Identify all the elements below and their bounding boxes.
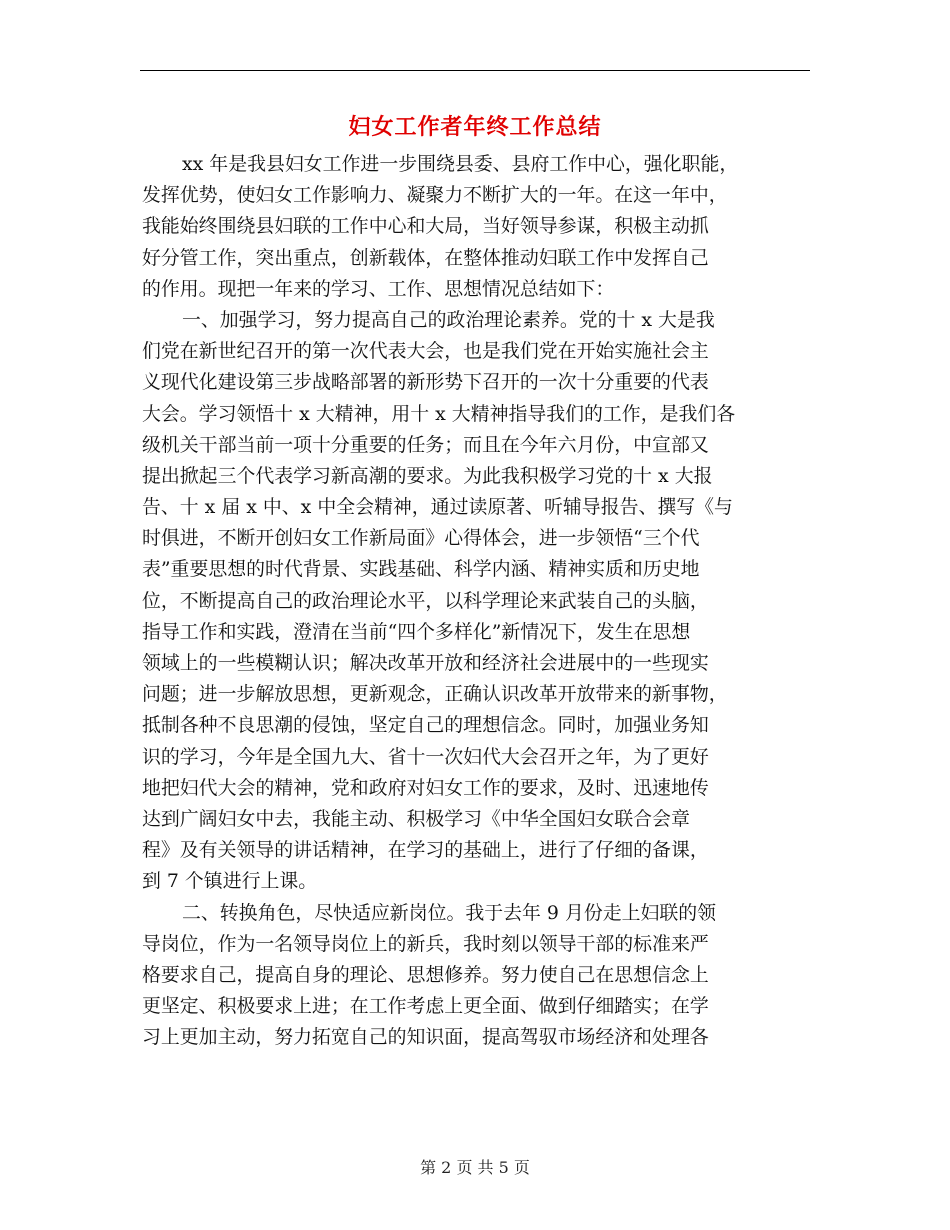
text-line: 问题；进一步解放思想，更新观念，正确认识改革开放带来的新事物， [142, 683, 728, 706]
text-line: 一、加强学习，努力提高自己的政治理论素养。党的十 x 大是我 [182, 308, 715, 331]
text-line: 级机关干部当前一项十分重要的任务；而且在今年六月份，中宣部又 [142, 433, 709, 456]
text-line: 导岗位，作为一名领导岗位上的新兵，我时刻以领导干部的标准来严 [142, 932, 709, 955]
text-line: 更坚定、积极要求上进；在工作考虑上更全面、做到仔细踏实；在学 [142, 995, 709, 1018]
text-line: 到 7 个镇进行上课。 [142, 870, 318, 893]
text-line: xx 年是我县妇女工作进一步围绕县委、县府工作中心，强化职能， [182, 153, 739, 175]
text-line: 大会。学习领悟十 x 大精神，用十 x 大精神指导我们的工作，是我们各 [142, 402, 736, 425]
text-line: 识的学习，今年是全国九大、省十一次妇代大会召开之年，为了更好 [142, 745, 709, 768]
text-line: 习上更加主动，努力拓宽自己的知识面，提高驾驭市场经济和处理各 [142, 1026, 709, 1049]
text-line: 们党在新世纪召开的第一次代表大会，也是我们党在开始实施社会主 [142, 340, 709, 363]
text-line: 指导工作和实践，澄清在当前“四个多样化”新情况下，发生在思想 [142, 620, 691, 643]
text-line: 提出掀起三个代表学习新高潮的要求。为此我积极学习党的十 x 大报 [142, 464, 713, 487]
document-body [142, 149, 814, 1053]
text-line: 我能始终围绕县妇联的工作中心和大局，当好领导参谋，积极主动抓 [142, 215, 709, 238]
text-line: 的作用。现把一年来的学习、工作、思想情况总结如下： [142, 277, 615, 300]
text-line: 发挥优势，使妇女工作影响力、凝聚力不断扩大的一年。在这一年中， [142, 184, 728, 207]
text-line: 领域上的一些模糊认识；解决改革开放和经济社会进展中的一些现实 [142, 652, 709, 674]
text-line: 地把妇代大会的精神，党和政府对妇女工作的要求，及时、迅速地传 [142, 776, 709, 799]
text-line: 格要求自己，提高自身的理论、思想修养。努力使自己在思想信念上 [142, 963, 709, 986]
text-line: 程》及有关领导的讲话精神，在学习的基础上，进行了仔细的备课， [142, 839, 709, 862]
text-line: 告、十 x 届 x 中、x 中全会精神，通过读原著、听辅导报告、撰写《与 [142, 496, 733, 519]
text-line: 抵制各种不良思潮的侵蚀，坚定自己的理想信念。同时，加强业务知 [142, 714, 709, 737]
document-title: 妇女工作者年终工作总结 [348, 114, 602, 140]
text-line: 表”重要思想的时代背景、实践基础、科学内涵、精神实质和历史地 [142, 558, 700, 581]
text-line: 义现代化建设第三步战略部署的新形势下召开的一次十分重要的代表 [142, 371, 709, 394]
text-line: 达到广阔妇女中去，我能主动、积极学习《中华全国妇女联合会章 [142, 807, 690, 830]
text-line: 时俱进，不断开创妇女工作新局面》心得体会，进一步领悟“三个代 [142, 527, 700, 550]
text-line: 位，不断提高自己的政治理论水平，以科学理论来武装自己的头脑， [142, 589, 709, 612]
page-footer: 第 2 页 共 5 页 [420, 1158, 530, 1177]
text-line: 二、转换角色，尽快适应新岗位。我于去年 9 月份走上妇联的领 [182, 901, 717, 924]
header-rule [140, 70, 810, 71]
text-line: 好分管工作，突出重点，创新载体，在整体推动妇联工作中发挥自己 [142, 246, 709, 269]
